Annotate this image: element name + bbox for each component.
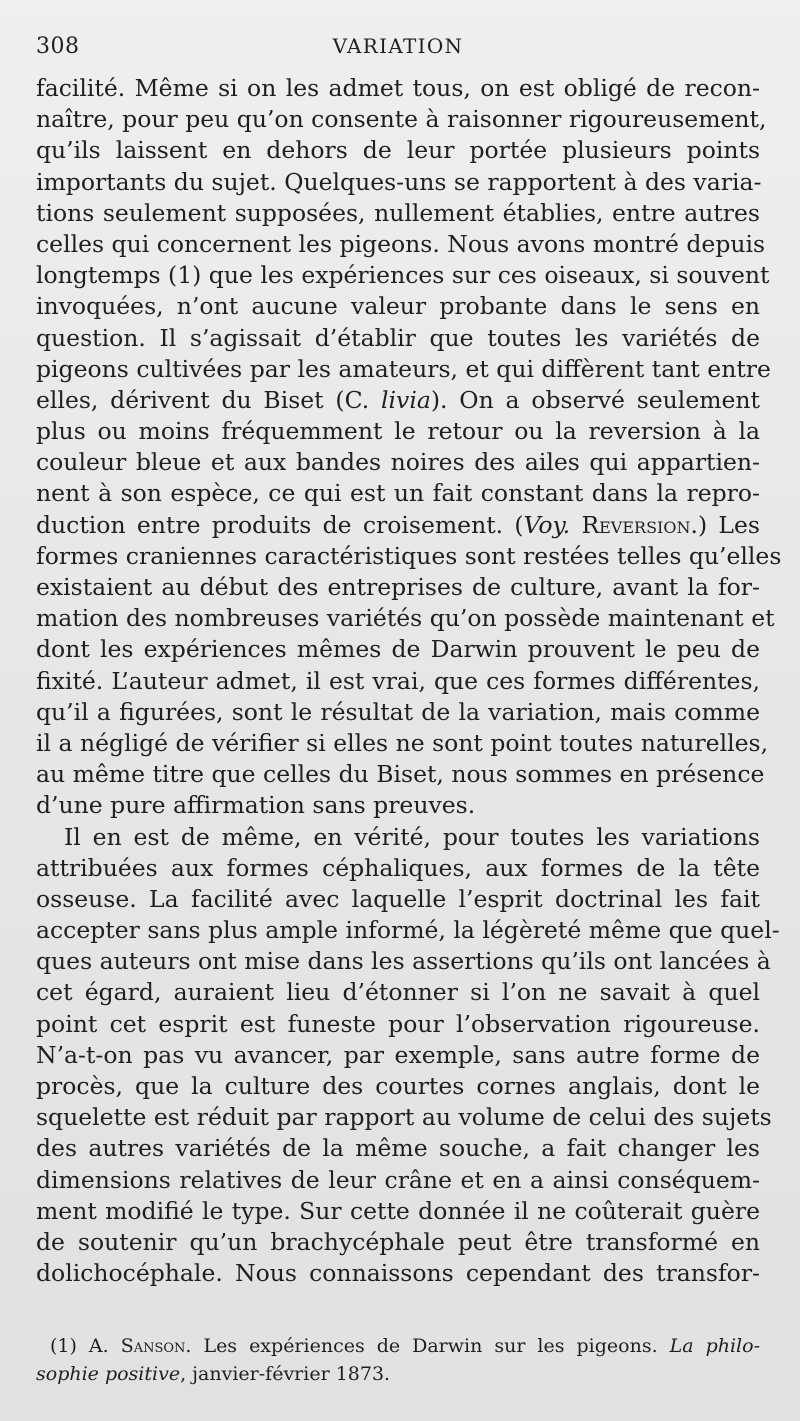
- text-line: plus ou moins fréquemment le retour ou la reversion à la: [36, 417, 760, 446]
- text-line-cross-reference: [36, 510, 760, 541]
- text-line: accepter sans plus ample informé, la légèreté même que quel-: [36, 916, 780, 945]
- text-line: tions seulement supposées, nullement établies, entre autres: [36, 198, 760, 227]
- footnote-journal-title: sophie positive: [36, 1363, 181, 1385]
- text-line: importants du sujet. Quelques-uns se rapportent à des varia-: [36, 167, 762, 196]
- italic-species-name: livia: [381, 385, 431, 414]
- footnote-journal-title: La philo-: [669, 1335, 760, 1357]
- text-line-livia: [36, 385, 760, 416]
- footnote-text: . Les expériences de Darwin sur les pigeons.: [185, 1335, 670, 1357]
- page-header: [36, 34, 760, 64]
- text-line: celles qui concernent les pigeons. Nous avons montré depuis: [36, 229, 766, 258]
- text-line: pigeons cultivées par les amateurs, et qui diffèrent tant entre: [36, 354, 771, 383]
- text-line: N’a-t-on pas vu avancer, par exemple, sans autre forme de: [36, 1040, 760, 1069]
- text-segment: [570, 511, 581, 539]
- text-line: Il en est de même, en vérité, pour toutes les variations: [64, 822, 760, 851]
- text-segment: duction entre produits de croisement. (: [36, 510, 524, 539]
- text-segment: elles, dérivent du Biset (C.: [36, 385, 382, 414]
- text-line: couleur bleue et aux bandes noires des ailes qui appartien-: [36, 448, 760, 477]
- text-line: longtemps (1) que les expériences sur ces oiseaux, si souvent: [36, 261, 770, 290]
- text-line: point cet esprit est funeste pour l’observation rigoureuse.: [36, 1009, 760, 1038]
- footnote-line: [36, 1360, 760, 1388]
- text-segment: .) Les: [690, 510, 760, 539]
- text-line: dimensions relatives de leur crâne et en a ainsi conséquem-: [36, 1165, 760, 1194]
- cross-reference-term: Reversion: [581, 510, 691, 539]
- text-line: attribuées aux formes céphaliques, aux formes de la tête: [36, 853, 760, 882]
- footnote-marker: (1) A.: [50, 1335, 121, 1357]
- text-line: existaient au début des entreprises de culture, avant la for-: [36, 573, 760, 601]
- footnote-line: [36, 1332, 760, 1360]
- text-line: invoquées, n’ont aucune valeur probante dans le sens en: [36, 292, 760, 321]
- text-line: formes craniennes caractéristiques sont restées telles qu’elles: [36, 541, 782, 570]
- text-line: qu’ils laissent en dehors de leur portée plusieurs points: [36, 136, 760, 165]
- text-line: question. Il s’agissait d’établir que toutes les variétés de: [36, 323, 760, 352]
- footnote-author: Sanson: [120, 1335, 186, 1357]
- main-text: [36, 73, 782, 1289]
- text-line: procès, que la culture des courtes cornes anglais, dont le: [36, 1072, 760, 1100]
- text-line: osseuse. La facilité avec laquelle l’esprit doctrinal les fait: [36, 884, 760, 913]
- text-line: squelette est réduit par rapport au volume de celui des sujets: [36, 1103, 772, 1132]
- text-line: dont les expériences mêmes de Darwin prouvent le peu de: [36, 635, 760, 664]
- text-line: ment modifié le type. Sur cette donnée il ne coûterait guère: [36, 1196, 760, 1225]
- text-line: au même titre que celles du Biset, nous sommes en présence: [36, 760, 765, 789]
- text-line: ques auteurs ont mise dans les assertions qu’ils ont lancées à: [36, 947, 771, 976]
- running-head: VARIATION: [332, 34, 464, 58]
- text-line: mation des nombreuses variétés qu’on possède maintenant et: [36, 604, 775, 633]
- text-line: il a négligé de vérifier si elles ne sont point toutes naturelles,: [36, 728, 769, 757]
- footnote: [36, 1332, 760, 1388]
- italic-voy: Voy.: [523, 510, 571, 539]
- text-line: des autres variétés de la même souche, a fait changer les: [36, 1134, 760, 1163]
- footnote-date: , janvier-février 1873.: [180, 1363, 391, 1385]
- text-line: fixité. L’auteur admet, il est vrai, que ces formes différentes,: [36, 666, 760, 695]
- text-line: qu’il a figurées, sont le résultat de la variation, mais comme: [36, 697, 760, 726]
- text-line: nent à son espèce, ce qui est un fait constant dans la repro-: [36, 479, 760, 508]
- text-line: naître, pour peu qu’on consente à raisonner rigoureusement,: [36, 105, 767, 134]
- text-line: de soutenir qu’un brachycéphale peut être transformé en: [36, 1227, 760, 1256]
- text-segment: ). On a observé seulement: [430, 385, 760, 414]
- text-line: dolichocéphale. Nous connaissons cependant des transfor-: [36, 1259, 760, 1288]
- text-line: d’une pure affirmation sans preuves.: [36, 791, 476, 820]
- page-number: 308: [36, 34, 80, 59]
- text-line: facilité. Même si on les admet tous, on est obligé de recon-: [36, 74, 760, 102]
- text-line: cet égard, auraient lieu d’étonner si l’on ne savait à quel: [36, 978, 760, 1007]
